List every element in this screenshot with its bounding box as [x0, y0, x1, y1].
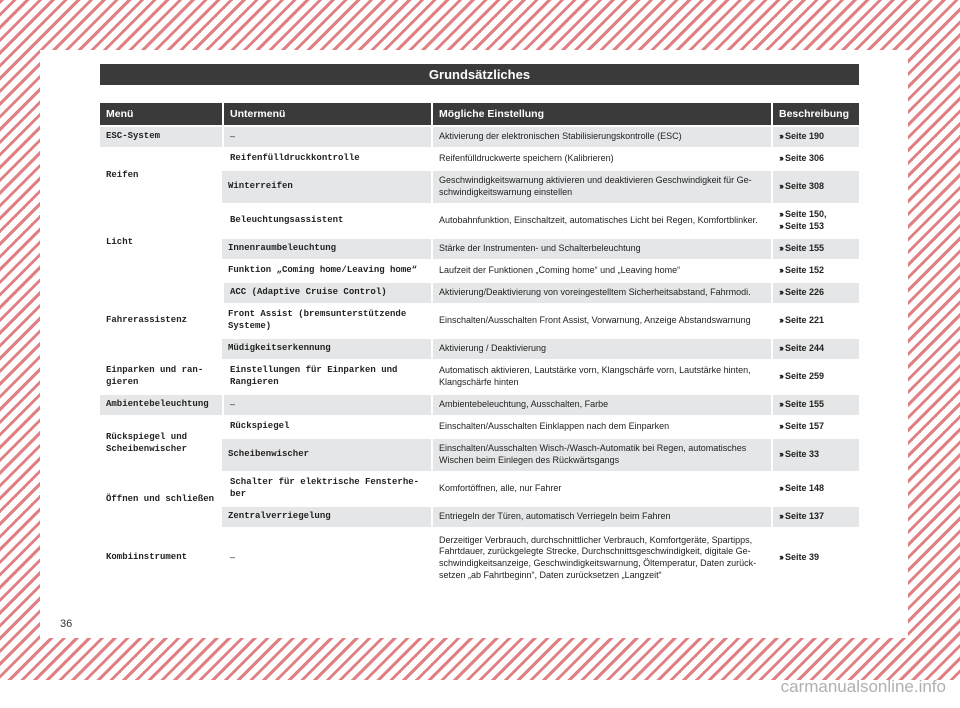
- submenu-cell: Front Assist (bremsunterstützende Systeme): [222, 305, 431, 337]
- table-header-row: [100, 103, 859, 125]
- page-reference-link[interactable]: ››› Seite 39: [771, 529, 859, 587]
- reference-arrow-icon: ›››: [779, 243, 782, 254]
- page-reference-link[interactable]: ››› Seite 308: [771, 171, 859, 203]
- header-menu: Menü: [100, 103, 222, 125]
- page-reference-link[interactable]: ››› Seite 157: [771, 417, 859, 437]
- reference-arrow-icon: ›››: [779, 343, 782, 354]
- setting-cell: Einschalten/Ausschalten Wisch-/Wasch-Automatik bei Regen, automatisches Wischen beim Einlegen des Rückwärtsgangs: [431, 439, 771, 471]
- reference-arrow-icon: ›››: [779, 265, 782, 276]
- setting-cell: Aktivierung / Deaktivierung: [431, 339, 771, 359]
- table-row: [100, 417, 859, 437]
- header-submenu: Untermenü: [222, 103, 431, 125]
- setting-cell: Entriegeln der Türen, automatisch Verriegeln beim Fahren: [431, 507, 771, 527]
- table-row: [100, 149, 859, 169]
- menu-cell: Rückspiegel und Scheibenwischer: [100, 417, 222, 471]
- menu-cell: Licht: [100, 205, 222, 281]
- setting-cell: Autobahnfunktion, Einschaltzeit, automatisches Licht bei Regen, Komfortblinker.: [431, 205, 771, 237]
- reference-arrow-icon: ›››: [779, 371, 782, 382]
- setting-cell: Laufzeit der Funktionen „Coming home“ und „Leaving home“: [431, 261, 771, 281]
- menu-cell: Einparken und ran-gieren: [100, 361, 222, 393]
- setting-cell: Geschwindigkeitswarnung aktivieren und deaktivieren Geschwindigkeit für Ge-schwindigkeitswarnung einstellen: [431, 171, 771, 203]
- setting-cell: Derzeitiger Verbrauch, durchschnittlicher Verbrauch, Komfortgeräte, Spartipps, Fahrtdauer, zurückgelegte Strecke, Durchschnittsgeschwindigkeit, digitale Ge-schwindigkeitsanzeige, Geschwindigkeitswarnung, Öltemperatur, Daten zurück-setzen „ab Fahrtbeginn“, Daten zurücksetzen „Langzeit“: [431, 529, 771, 587]
- submenu-cell: Innenraumbeleuchtung: [222, 239, 431, 259]
- table-row: [100, 127, 859, 147]
- reference-arrow-icon: ›››: [779, 399, 782, 410]
- reference-arrow-icon: ›››: [779, 483, 782, 494]
- submenu-cell: Schalter für elektrische Fensterhe-ber: [222, 473, 431, 505]
- reference-arrow-icon: ›››: [779, 287, 782, 298]
- table-row: [100, 205, 859, 237]
- page-reference-link[interactable]: ››› Seite 155: [771, 239, 859, 259]
- submenu-cell: Zentralverriegelung: [222, 507, 431, 527]
- reference-arrow-icon: ›››: [779, 131, 782, 142]
- reference-arrow-icon: ›››: [779, 421, 782, 432]
- submenu-cell: Reifenfülldruckkontrolle: [222, 149, 431, 169]
- page-number: 36: [60, 618, 73, 630]
- reference-arrow-icon: ›››: [779, 153, 782, 164]
- submenu-cell: Rückspiegel: [222, 417, 431, 437]
- page-reference-link[interactable]: ››› Seite 244: [771, 339, 859, 359]
- menu-cell: Fahrerassistenz: [100, 283, 222, 359]
- page-reference-link[interactable]: ››› Seite 148: [771, 473, 859, 505]
- table-row: [100, 361, 859, 393]
- setting-cell: Aktivierung der elektronischen Stabilisierungskontrolle (ESC): [431, 127, 771, 147]
- menu-cell: Ambientebeleuchtung: [100, 395, 222, 415]
- setting-cell: Einschalten/Ausschalten Front Assist, Vorwarnung, Anzeige Abstandswarnung: [431, 305, 771, 337]
- reference-arrow-icon: ›››: [779, 221, 782, 231]
- setting-cell: Stärke der Instrumenten- und Schalterbeleuchtung: [431, 239, 771, 259]
- setting-cell: Komfortöffnen, alle, nur Fahrer: [431, 473, 771, 505]
- page-reference-link[interactable]: ››› Seite 221: [771, 305, 859, 337]
- page-reference-link[interactable]: ››› Seite 155: [771, 395, 859, 415]
- setting-cell: Automatisch aktivieren, Lautstärke vorn, Klangschärfe vorn, Lautstärke hinten, Klangschärfe hinten: [431, 361, 771, 393]
- settings-table: [100, 101, 859, 589]
- submenu-cell: ACC (Adaptive Cruise Control): [222, 283, 431, 303]
- submenu-cell: –: [222, 529, 431, 587]
- submenu-cell: Beleuchtungsassistent: [222, 205, 431, 237]
- page-reference-link[interactable]: ››› Seite 259: [771, 361, 859, 393]
- watermark-text: carmanualsonline.info: [780, 677, 946, 696]
- page-reference-link[interactable]: ››› Seite 137: [771, 507, 859, 527]
- submenu-cell: –: [222, 127, 431, 147]
- reference-arrow-icon: ›››: [779, 449, 782, 460]
- section-title: Grundsätzliches: [100, 64, 859, 85]
- menu-cell: Kombiinstrument: [100, 529, 222, 587]
- page-reference-link[interactable]: ››› Seite 190: [771, 127, 859, 147]
- submenu-cell: Winterreifen: [222, 171, 431, 203]
- header-setting: Mögliche Einstellung: [431, 103, 771, 125]
- submenu-cell: Einstellungen für Einparken und Rangieren: [222, 361, 431, 393]
- reference-arrow-icon: ›››: [779, 552, 782, 563]
- submenu-cell: –: [222, 395, 431, 415]
- menu-cell: ESC-System: [100, 127, 222, 147]
- reference-arrow-icon: ›››: [779, 511, 782, 522]
- submenu-cell: Müdigkeitserkennung: [222, 339, 431, 359]
- setting-cell: Aktivierung/Deaktivierung von voreingestelltem Sicherheitsabstand, Fahrmodi.: [431, 283, 771, 303]
- page-reference-link[interactable]: ››› Seite 152: [771, 261, 859, 281]
- setting-cell: Ambientebeleuchtung, Ausschalten, Farbe: [431, 395, 771, 415]
- table-row: [100, 283, 859, 303]
- submenu-cell: Scheibenwischer: [222, 439, 431, 471]
- reference-arrow-icon: ›››: [779, 209, 782, 220]
- page-reference-link[interactable]: ››› Seite 226: [771, 283, 859, 303]
- page-reference-link[interactable]: ››› Seite 306: [771, 149, 859, 169]
- submenu-cell: Funktion „Coming home/Leaving home“: [222, 261, 431, 281]
- reference-arrow-icon: ›››: [779, 181, 782, 192]
- header-description: Beschreibung: [771, 103, 859, 125]
- table-row: [100, 395, 859, 415]
- page-reference-link[interactable]: ››› Seite 33: [771, 439, 859, 471]
- page-reference-link[interactable]: ››› Seite 150, ››› Seite 153: [771, 205, 859, 237]
- menu-cell: Öffnen und schließen: [100, 473, 222, 527]
- menu-cell: Reifen: [100, 149, 222, 203]
- reference-arrow-icon: ›››: [779, 315, 782, 326]
- table-row: [100, 473, 859, 505]
- table-row: [100, 529, 859, 587]
- setting-cell: Einschalten/Ausschalten Einklappen nach dem Einparken: [431, 417, 771, 437]
- setting-cell: Reifenfülldruckwerte speichern (Kalibrieren): [431, 149, 771, 169]
